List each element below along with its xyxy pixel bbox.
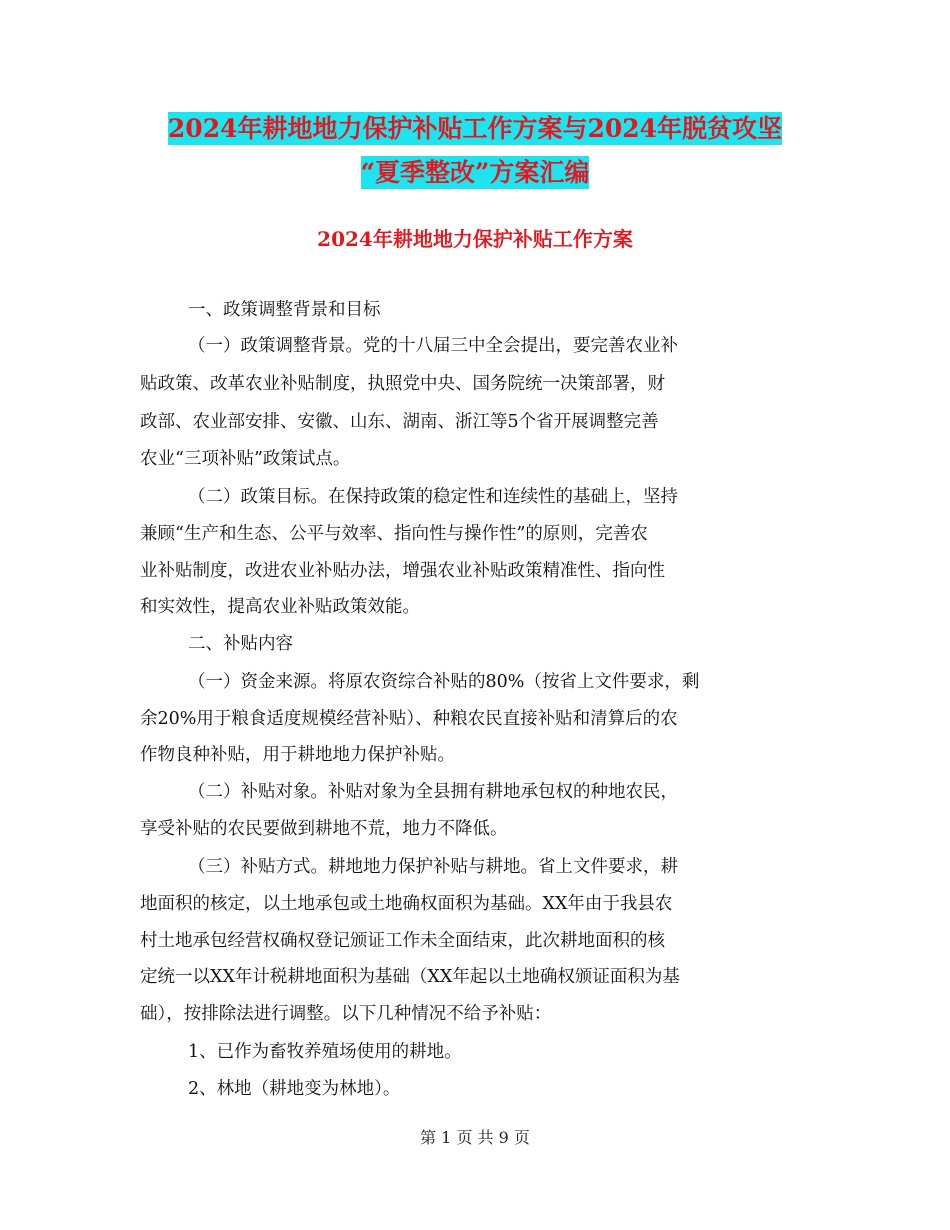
paragraph-line: 兼顾“生产和生态、公平与效率、指向性与操作性”的原则，完善农: [140, 524, 648, 544]
section-title: 2024年耕地地力保护补贴工作方案: [317, 227, 633, 251]
paragraph-line: （三）补贴方式。耕地地力保护补贴与耕地。省上文件要求，耕: [188, 857, 678, 877]
paragraph-line: 定统一以XX年计税耕地面积为基础（XX年起以土地确权颁证面积为基: [140, 967, 680, 987]
paragraph-line: 享受补贴的农民要做到耕地不荒，地力不降低。: [140, 819, 508, 839]
list-item: 2、林地（耕地变为林地）。: [188, 1079, 401, 1099]
heading-policy-background: 一、政策调整背景和目标: [188, 300, 381, 320]
paragraph-line: （二）补贴对象。补贴对象为全县拥有耕地承包权的种地农民，: [188, 782, 678, 802]
title-highlight: 2024年耕地地力保护补贴工作方案与2024年脱贫攻坚: [167, 114, 783, 143]
paragraph-line: 贴政策、改革农业补贴制度，执照党中央、国务院统一决策部署，财: [140, 374, 665, 394]
document-title-line-1: [140, 113, 810, 145]
heading-subsidy-content: 二、补贴内容: [188, 634, 293, 654]
paragraph-line: 村土地承包经营权确权登记颁证工作未全面结束，此次耕地面积的核: [140, 931, 665, 951]
paragraph-line: 础），按排除法进行调整。以下几种情况不给予补贴：: [140, 1004, 552, 1024]
list-item: 1、已作为畜牧养殖场使用的耕地。: [188, 1042, 462, 1062]
paragraph-line: 农业“三项补贴”政策试点。: [140, 449, 351, 469]
paragraph-line: （一）资金来源。将原农资综合补贴的80%（按省上文件要求，剩: [188, 672, 700, 692]
paragraph-line: 余20%用于粮食适度规模经营补贴）、种粮农民直接补贴和清算后的农: [140, 709, 678, 729]
document-title-line-2: [140, 157, 810, 189]
paragraph-line: 作物良种补贴，用于耕地地力保护补贴。: [140, 745, 455, 765]
paragraph-line: 和实效性，提高农业补贴政策效能。: [140, 597, 420, 617]
paragraph-line: （一）政策调整背景。党的十八届三中全会提出，要完善农业补: [188, 336, 678, 356]
page-number-footer: 第 1 页 共 9 页: [420, 1128, 530, 1147]
paragraph-line: 业补贴制度，改进农业补贴办法，增强农业补贴政策精准性、指向性: [140, 561, 665, 581]
paragraph-line: （二）政策目标。在保持政策的稳定性和连续性的基础上，坚持: [188, 487, 678, 507]
paragraph-line: 地面积的核定，以土地承包或土地确权面积为基础。XX年由于我县农: [140, 894, 673, 914]
paragraph-line: 政部、农业部安排、安徽、山东、湖南、浙江等5个省开展调整完善: [140, 412, 659, 432]
title-highlight: “夏季整改”方案汇编: [360, 158, 590, 187]
